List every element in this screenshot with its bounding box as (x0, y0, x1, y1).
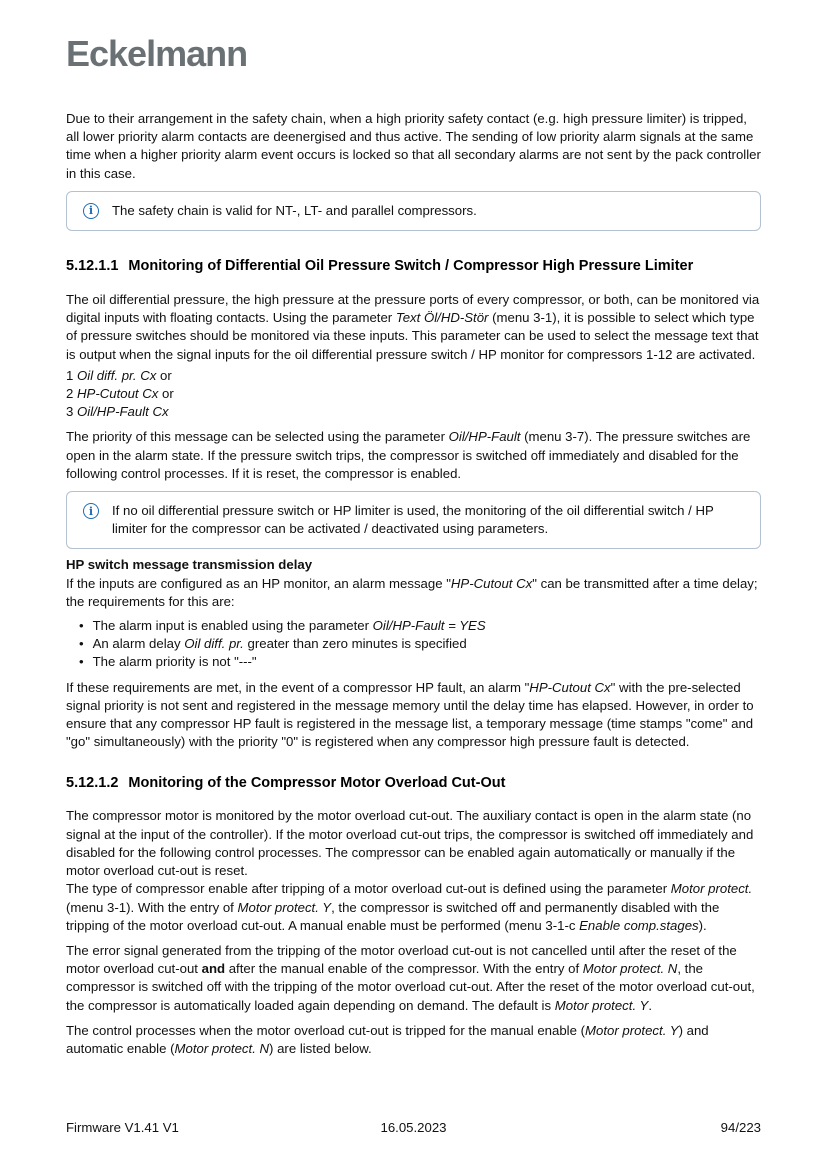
list-item: 3 Oil/HP-Fault Cx (66, 404, 169, 420)
info-icon: i (83, 203, 99, 219)
section-heading-5-12-1-1 (66, 257, 761, 276)
subsection-heading-hp-delay: HP switch message transmission delay (66, 557, 313, 573)
requirements-bullet-list (66, 617, 761, 672)
section-heading-5-12-1-2 (66, 774, 761, 793)
bullet-item (66, 635, 761, 653)
intro-paragraph: Due to their arrangement in the safety chain, when a high priority safety contact (e.g. high pressure limiter) is tripped, all lower priority alarm contacts are deenergised and thus active. The sending of low priority alarm signals at the same time when a higher priority alarm event occurs is locked so that all secondary alarms are not sent by the pack controller in this case. (66, 111, 761, 181)
list-item: 1 Oil diff. pr. Cx or (66, 367, 172, 383)
bullet-text: • The alarm priority is not "---" (92, 654, 257, 670)
section-title: Monitoring of the Compressor Motor Overload Cut-Out (128, 775, 506, 792)
bullet-item (66, 617, 761, 635)
section-number: 5.12.1.2 (66, 775, 119, 792)
bullet-item (66, 653, 761, 671)
paragraph: The control processes when the motor overload cut-out is tripped for the manual enable (Motor protect. Y) and automatic enable (Motor protect. N) are listed below. (66, 1022, 709, 1056)
footer-date: 16.05.2023 (380, 1120, 447, 1135)
info-box-text: The safety chain is valid for NT-, LT- and parallel compressors. (112, 202, 477, 218)
info-box-safety-chain (66, 191, 761, 231)
section-number: 5.12.1.1 (66, 258, 119, 275)
paragraph: The error signal generated from the tripping of the motor overload cut-out is not cancelled until after the reset of the motor overload cut-out and after the manual enable of the compressor. With the entry of Motor protect. N, the compressor is switched off with the tripping of the motor overload cut-out. After the reset of the motor overload cut-out, the compressor is automatically loaded again depending on demand. The default is Motor protect. Y. (66, 942, 755, 1013)
info-box-oil-switch (66, 491, 761, 549)
message-text-options-list (66, 367, 761, 422)
list-item: 2 HP-Cutout Cx or (66, 386, 174, 402)
paragraph: The oil differential pressure, the high pressure at the pressure ports of every compressor, or both, can be monitored via digital inputs with floating contacts. Using the parameter Text Öl/HD-Stör (menu 3-1), it is possible to select which type of pressure switches should be monitored via these inputs. This parameter can be used to select the message text that is output when the signal inputs for the oil differential pressure switch / HP monitor for compressors 1-12 are activated. (66, 292, 760, 362)
paragraph: If the inputs are configured as an HP monitor, an alarm message "HP-Cutout Cx" can be transmitted after a time delay; the requirements for this are: (66, 575, 758, 609)
paragraph: The priority of this message can be selected using the parameter Oil/HP-Fault (menu 3-7). The pressure switches are open in the alarm state. If the pressure switch trips, the compressor is switched off immediately and disabled for the following control processes. If it is reset, the compressor is enabled. (66, 429, 751, 481)
page-footer (66, 1119, 761, 1137)
footer-firmware-version: Firmware V1.41 V1 (66, 1120, 179, 1135)
bullet-text: • The alarm input is enabled using the parameter Oil/HP-Fault = YES (92, 618, 486, 634)
footer-page-number: 94/223 (720, 1120, 762, 1135)
info-box-text: If no oil differential pressure switch or HP limiter is used, the monitoring of the oil differential switch / HP limiter for the compressor can be activated / deactivated using parameters. (112, 503, 714, 537)
paragraph: The compressor motor is monitored by the motor overload cut-out. The auxiliary contact is open in the alarm state (no signal at the input of the controller). If the motor overload cut-out trips, the compressor is switched off immediately and disabled for the following control processes. The compressor can be enabled again automatically or manually if the motor overload cut-out is reset. (66, 808, 754, 879)
paragraph: The type of compressor enable after tripping of a motor overload cut-out is defined using the parameter Motor protect. (menu 3-1). With the entry of Motor protect. Y, the compressor is switched off and permanently disabled with the tripping of the motor overload cut-out. A manual enable must be performed (menu 3-1-c Enable comp.stages). (66, 881, 753, 933)
eckelmann-logo: Eckelmann (66, 33, 248, 74)
bullet-text: • An alarm delay Oil diff. pr. greater than zero minutes is specified (92, 636, 467, 652)
section-title: Monitoring of Differential Oil Pressure Switch / Compressor High Pressure Limiter (128, 258, 694, 275)
info-icon: i (83, 503, 99, 519)
paragraph: If these requirements are met, in the event of a compressor HP fault, an alarm "HP-Cutout Cx" with the pre-selected signal priority is not sent and registered in the message memory until the delay time has elapsed. However, in order to ensure that any compressor HP fault is registered in the message list, a temporary message (time stamps "come" and "go" simultaneously) with the priority "0" is registered when any compressor high pressure fault is detected. (66, 679, 754, 750)
